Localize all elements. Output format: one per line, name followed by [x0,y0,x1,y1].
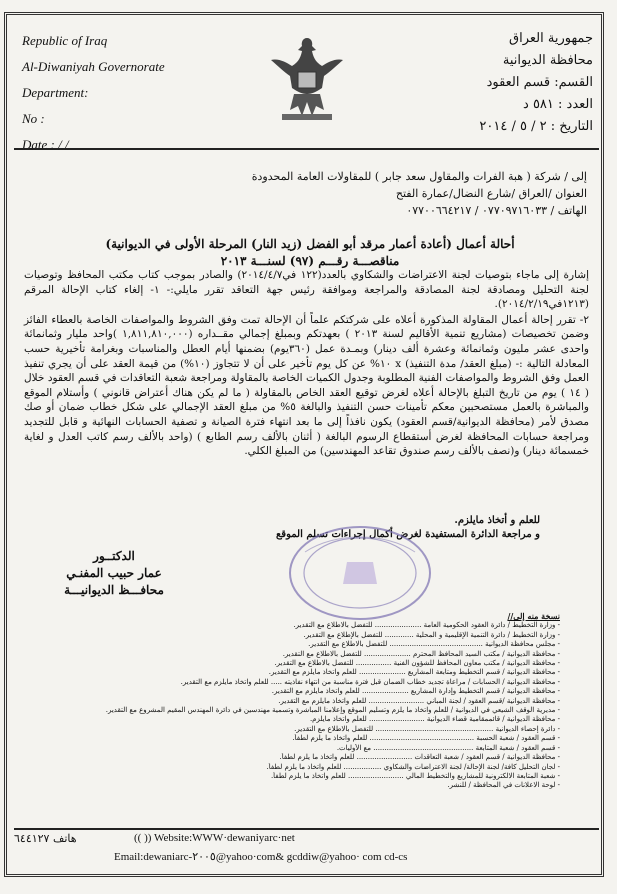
header-number-ar: العدد : ٥٨١ د [523,97,593,112]
copies-item: - محافظة الديوانية / مكتب السيد المحافظ المحترم ..................... للتفضل بالاطلاع مع التقدير. [282,649,560,658]
signature-name: عمار حبيب المفنـي [66,566,162,580]
header-governorate-ar: محافظة الديوانية [502,53,593,68]
body-paragraph: ٢- تقرر إحالة أعمال المقاولة المذكورة أعلاه على شركتكم علماً أن الإحالة تمت وفق الشروط والمواصفات الخاصة بالعطاء الفائز وضمن تخصيصات (مشاريع تنمية الأقاليم لسنة ٢٠١٣ ) بعهدتكم وبمبلغ إجمالي مقــداره (١,٨١١,٨١٠,٠٠٠ )واحد مليار وثمانمائة واحدى عشر مليون وثمانمائة وعشرة ألف دينار) وبمـدة عمل (٣٦٠يوم) بضمنها أيام العطل والمناسبات وبغرامة تأخيرية حسب المعادلة التالية :- (مبلغ العقد/ مدة التنفيذ) x ١٠% عن كل يوم تأخير على أن لا تتجاوز (١٠%) من قيمة العقد على أن يجري تنفيذ العمل وفق الشروط والمواصفات الفنية المطلوبة وجدول الكميات الخاصة بالمقاولة ومراجعة شعبة التعاقدات في قسم العقود خلال ( ١٤ ) يوم من تاريخ التبلغ بالإحالة أعلاه لغرض توقيع العقد الخاص بالمقاولة ( ما لم يكن هناك أعتراض قانوني ) وأستلام الموقع والمباشرة بالعمل مستصحبين معكم تأمينات حسن التنفيذ والبالغة ٥% من مبلغ العقد الإجمالي على شكل خطاب ضمان أو صك مصدق لأمر (محافظة الديوانية/قسم العقود) يكون نافذاً إلى ما بعد انتهاء فترة الصيانة و تصفية الحسابات النهائية و قابل للتجديد ومراجعة حسابات المحافظة لغرض أستقطاع الرسوم البالغة ( أثنان بالألف رسم الطابع ) (واحد بالألف رسم كاتب العدل و لغاية خمسمائة دينار) و(نصف بالألف رسم صندوق تقاعد المهندسين) من المبلغ الكلي. [24,313,590,458]
copies-item: - قسم العقود / شعبة المتابعة ............................................. مع الأوليات. [336,743,560,752]
signature-position: محافـــظ الديوانيـــة [64,583,164,597]
header-number: No : [22,111,45,126]
copies-header: نسخة منه إلى// [507,612,560,621]
footer-website: (( )) Website:WWW·dewaniyarc·net [134,832,295,844]
header-country: Republic of Iraq [22,33,108,48]
copies-item: - محافظة الديوانية /قسم العقود / لجنة المباني ......................... للعلم واتخاذ مايلزم مع التقدير. [278,696,560,705]
official-stamp-icon [285,522,435,624]
addressee-line: العنوان /العراق /شارع النضال/عمارة الفتح [395,187,587,200]
subject-line: أحالة أعمال (أعادة أعمار مرقد أبو الفضل (زيد النار) المرحلة الأولى في الديوانية) [105,237,515,251]
header-date: Date : / / [22,137,69,152]
addressee-block [47,168,587,219]
copies-item: - شعبة المتابعة الالكترونية للمشاريع والتخطيط المالي ......................... للعلم واتخاذ ما يلزم لطفاً. [270,771,560,780]
header-arabic [403,28,593,138]
copies-list [60,612,560,791]
header-department-ar: القسم: قسم العقود [486,75,593,90]
footer [14,832,599,872]
closing-line: و مراجعة الدائرة المستفيدة لغرض أكمال إجراءات تسلم الموقع [275,529,540,540]
eagle-emblem-icon [268,32,346,124]
footer-email: Email:dewaniarc-٢٠٠٥@yahoo·com& gcddiw@yahoo· com cd-cs [114,851,408,863]
copies-item: - مديرية الوقف الشيعي في الديوانية / للعلم واتخاذ ما يلزم وتسليم الموقع وإعلامنا المباشرة وتسمية مهندسين في دائرة المهندس المقيم المشروع مع التقدير. [105,706,560,715]
addressee-line: الهاتف / ٠٧٧٠٩٧١٦٠٣٣ / ٠٧٧٠٠٦٦٤٢١٧ [406,204,587,217]
header-divider [14,148,599,150]
copies-item: - دائرة إحصاء الديوانية ..................................................... للتفضل بالاطلاع مع التقدير. [294,724,560,733]
footer-divider [14,828,599,830]
header-governorate: Al-Diwaniyah Governorate [22,59,165,74]
copies-item: - مجلس محافظة الديوانية .......................................... للتفضل بالاطلاع مع التقدير. [308,640,560,649]
header-department: Department: [22,85,89,100]
copies-item: - محافظة الديوانية / مكتب معاون المحافظ للشؤون الفنية ................ للتفضل بالاطلاع مع التقدير. [274,659,560,668]
copies-item: - محافظة الديوانية / قسم التخطيط وإدارة المشاريع ..................... للعلم واتخاذ مايلزم مع التقدير. [271,687,560,696]
addressee-line: إلى / شركة ( هبة الفرات والمقاول سعد جابر ) للمقاولات العامة المحدودة [251,170,587,183]
copies-item: - لجان التحليل كافة/ لجنة الإحالة/ لجنة الاعتراضات والشكاوي ................. للعلم واتخاذ ما يلزم لطفاً. [266,762,560,771]
copies-item: - محافظة الديوانية / قسم التخطيط ومتابعة المشاريع ..................... للعلم واتخاذ مايلزم مع التقدير. [268,668,560,677]
body-paragraph: إشارة إلى ماجاء بتوصيات لجنة الاعتراضات والشكاوي بالعدد(١٢٢ في٢٠١٤/٤/٧) والصادر بموجب كتاب مكتب المحافظ وتوصيات لجنة التحليل ومصادقة لجنة المصادقة والمراجعة وموافقة رئيس جهة التعاقد تقرر مايلي:- ١- إلغاء كتاب الإحالة المرقم (١٢١٣في٢٠١٤/٢/١٩). [24,269,590,311]
header-date-ar: التاريخ : ٢ / ٥ / ٢٠١٤ [479,119,593,134]
header-country-ar: جمهورية العراق [509,31,593,46]
copies-item: - لوحة الاعلانات في المحافظة / للنشر. [447,781,560,790]
header-english [22,28,232,158]
footer-phone: هاتف ٦٤٤١٢٧ [14,832,77,845]
copies-item: - قسم العقود / شعبة الحسبة ............................................... للعلم واتخاذ ما يلزم لطفاً. [292,734,560,743]
signature-block [24,548,204,599]
subject-block [40,236,580,270]
subject-line: مناقصـــة رقـــم (٩٧) لسنـــة ٢٠١٣ [220,254,400,268]
copies-item: - وزارة التخطيط / دائرة العقود الحكومية العامة ..................... للتفضل بالاطلاع مع التقدير. [293,621,560,630]
copies-item: - محافظة الديوانية / الحسابات / مراعاة تجديد خطاب الضمان قبل فترة مناسبة من انتهاء نفاذيته ..... للعلم واتخاذ مايلزم مع التقدير. [180,677,560,686]
copies-item: - محافظة الديوانية / قسم العقود / شعبة التعاقدات ......................... للعلم واتخاذ ما يلزم لطفاً. [279,753,560,762]
copies-item: - وزارة التخطيط / دائرة التنمية الإقليمية و المحلية ............. للتفضل بالإطلاع مع التقدير. [303,630,560,639]
closing-line: للعلم و أتخاذ مايلزم. [454,515,540,526]
letter-body [24,268,589,460]
signature-title: الدكتــور [93,549,135,563]
copies-item: - محافظة الديوانية / قائممقامية قضاء الديوانية ......................... للعلم واتخاذ مايلزم. [309,715,560,724]
